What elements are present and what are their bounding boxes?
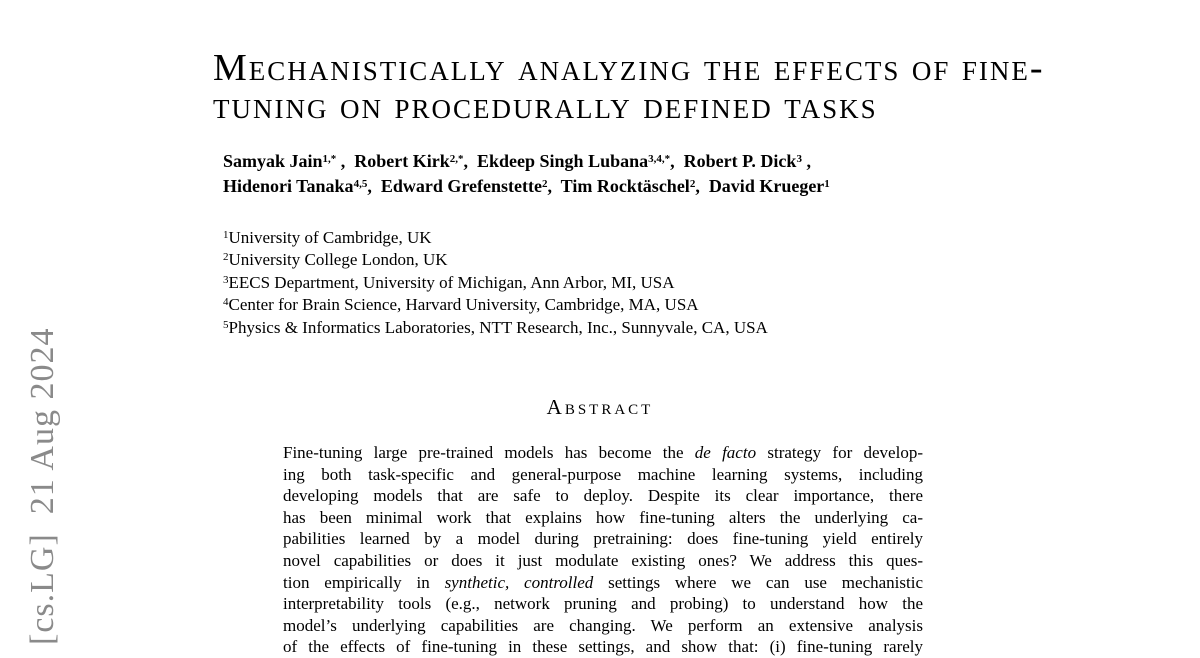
- abstract-text: pabilities learned by a model during pretraining: does fine-tuning yield entirely: [283, 529, 923, 549]
- affiliation-text: Physics & Informatics Laboratories, NTT Research, Inc., Sunnyvale, CA, USA: [228, 317, 768, 337]
- abstract-text: developing models that are safe to deploy. Despite its clear importance, there: [283, 486, 923, 506]
- affiliation-number: 3: [223, 273, 229, 286]
- affiliation-number: 4: [223, 296, 229, 309]
- abstract-emphasis-text: de facto: [694, 443, 757, 462]
- author-affiliation-marker: 2,*: [449, 153, 464, 166]
- abstract-line: [283, 507, 923, 529]
- abstract-heading: Abstract: [546, 395, 654, 419]
- affiliation-text: EECS Department, University of Michigan, Ann Arbor, MI, USA: [228, 272, 675, 292]
- abstract-line: [283, 442, 923, 464]
- author-name: Ekdeep Singh Lubana: [477, 151, 649, 171]
- author-affiliation-marker: 3,4,*: [648, 153, 671, 166]
- abstract-text: novel capabilities or does it just modulate existing ones? We address this ques-: [283, 550, 923, 570]
- paper-title-line-1: Mechanistically analyzing the effects of fine-: [213, 47, 1045, 89]
- affiliation-item: [223, 272, 768, 294]
- author-affiliation-marker: 3: [796, 153, 802, 166]
- paper-title: [213, 49, 1053, 125]
- author-name: Robert Kirk: [354, 151, 450, 171]
- arxiv-watermark: [cs.LG] 21 Aug 2024: [24, 327, 61, 645]
- author-affiliation-marker: 1,*: [322, 153, 337, 166]
- author-block: [223, 149, 830, 199]
- abstract-line: [283, 464, 923, 486]
- author-name: Robert P. Dick: [683, 151, 797, 171]
- abstract-line: [283, 572, 923, 594]
- abstract-body: [283, 442, 923, 658]
- author-affiliation-marker: 2: [689, 178, 696, 191]
- author-name: Edward Grefenstette: [380, 176, 542, 196]
- author-affiliation-marker: 2: [541, 178, 548, 191]
- author-separator: ,: [463, 151, 478, 171]
- abstract-line: [283, 528, 923, 550]
- abstract-line: [283, 615, 923, 637]
- abstract-text: of the effects of fine-tuning in these settings, and show that: (i) fine-tuning rarely: [283, 637, 923, 657]
- affiliation-item: [223, 294, 768, 316]
- abstract-text: has been minimal work that explains how fine-tuning alters the underlying ca-: [283, 507, 923, 527]
- affiliation-text: University of Cambridge, UK: [228, 228, 432, 247]
- affiliation-block: [223, 227, 768, 339]
- author-name: Hidenori Tanaka: [223, 176, 354, 196]
- affiliation-text: Center for Brain Science, Harvard University, Cambridge, MA, USA: [228, 295, 699, 315]
- abstract-line: [283, 485, 923, 507]
- author-separator: ,: [547, 176, 561, 196]
- abstract-text: tion empirically in: [283, 572, 445, 592]
- abstract-text: Fine-tuning large pre-trained models has become the: [283, 443, 695, 462]
- author-name: Samyak Jain: [223, 151, 323, 171]
- author-separator: ,: [695, 176, 709, 196]
- author-affiliation-marker: 1: [824, 178, 830, 191]
- abstract-text: ing both task-specific and general-purpose machine learning systems, including: [283, 464, 923, 484]
- abstract-text: strategy for develop-: [756, 443, 923, 462]
- affiliation-number: 1: [223, 229, 229, 242]
- abstract-line: [283, 636, 923, 658]
- abstract-line: [283, 593, 923, 615]
- affiliation-text: University College London, UK: [228, 250, 448, 270]
- paper-title-line-2: tuning on procedurally defined tasks: [213, 85, 878, 127]
- abstract-text: settings where we can use mechanistic: [593, 572, 923, 592]
- author-separator: ,: [336, 151, 355, 171]
- author-separator: ,: [801, 151, 811, 171]
- author-name: David Krueger: [708, 176, 825, 196]
- author-line-2: [223, 174, 830, 199]
- abstract-line: [283, 550, 923, 572]
- abstract-text: interpretability tools (e.g., network pruning and probing) to understand how the: [283, 594, 923, 614]
- affiliation-item: [223, 227, 768, 249]
- affiliation-item: [223, 249, 768, 271]
- author-separator: ,: [367, 176, 381, 196]
- author-separator: ,: [670, 151, 684, 171]
- author-affiliation-marker: 4,5: [353, 178, 368, 191]
- author-name: Tim Rocktäschel: [560, 176, 690, 196]
- author-line-1: [223, 149, 830, 174]
- abstract-text: model’s underlying capabilities are changing. We perform an extensive analysis: [283, 615, 923, 635]
- affiliation-number: 5: [223, 318, 229, 331]
- abstract-emphasis-text: synthetic, controlled: [444, 572, 594, 592]
- affiliation-item: [223, 317, 768, 339]
- affiliation-number: 2: [223, 251, 229, 264]
